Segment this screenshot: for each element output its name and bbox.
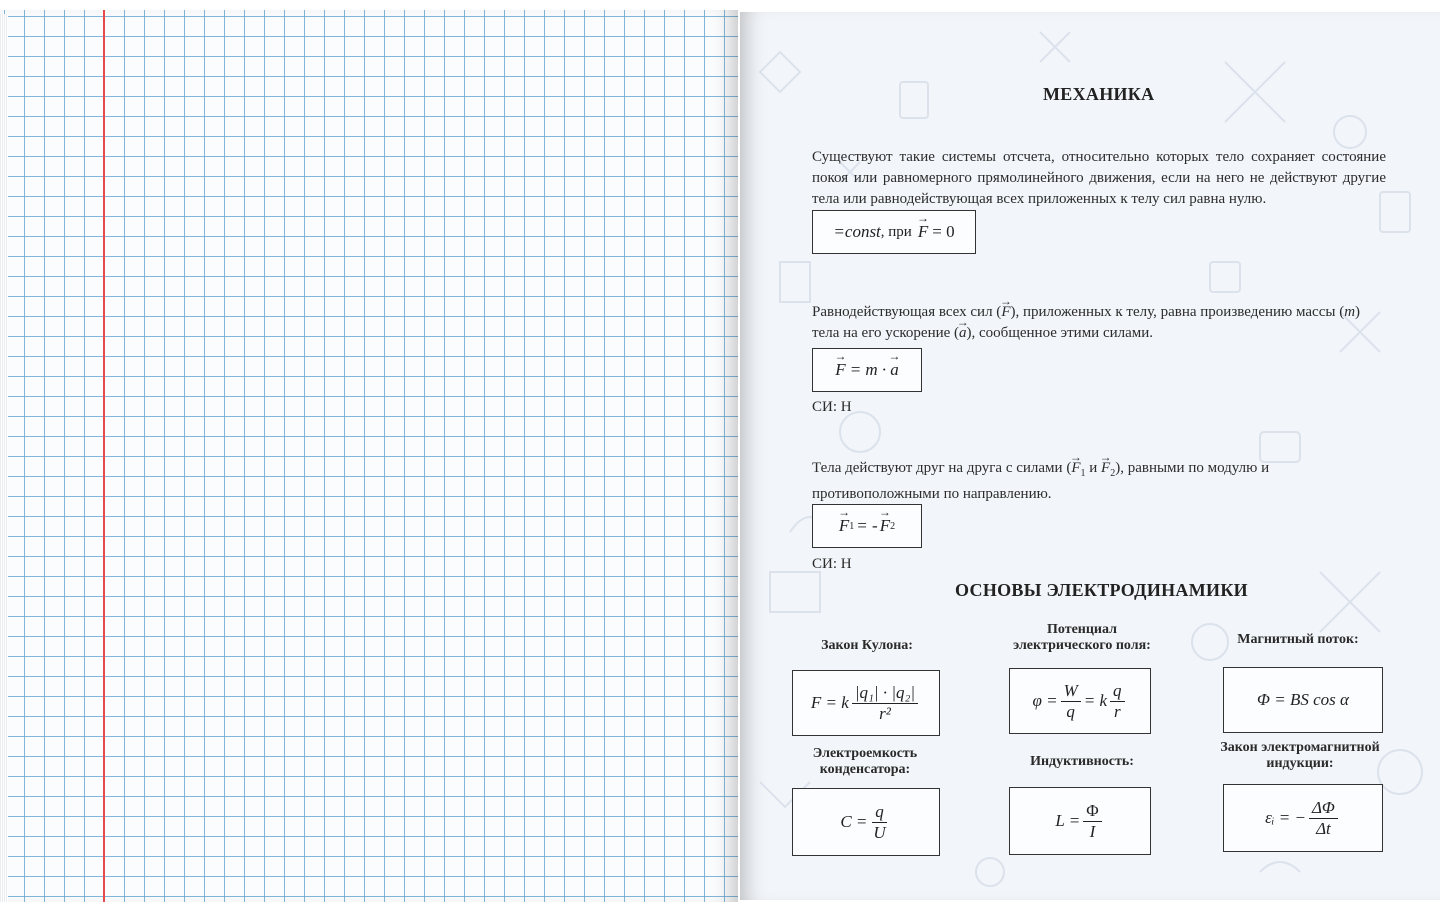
potential-fraction2 (1110, 681, 1125, 722)
law3-text-mid: и (1085, 460, 1102, 476)
potential-den2: r (1113, 701, 1121, 721)
potential-label-line1: Потенциал (1047, 622, 1117, 637)
potential-num1: W (1061, 681, 1081, 702)
page-edges (0, 14, 8, 902)
right-page (740, 12, 1440, 900)
law2-text-a: Равнодействующая всех сил ( (812, 304, 1002, 320)
capacitance-lhs: C = (840, 812, 868, 831)
inductance-den: I (1089, 821, 1096, 841)
capacitance-den: U (873, 822, 886, 842)
potential-num2: q (1110, 681, 1125, 702)
law3-sub1: 1 (849, 520, 855, 532)
coulomb-box (792, 670, 940, 736)
mechanics-title: МЕХАНИКА (1043, 84, 1155, 104)
induction-num: ΔΦ (1309, 798, 1338, 819)
law2-text-d: ), сообщенное этими силами. (966, 325, 1154, 341)
law2-formula-box (812, 348, 922, 392)
law2-a: → a (890, 360, 899, 380)
law3-eq: = - (856, 516, 878, 535)
law3-text-a: Тела действуют друг на друга с силами ( (812, 460, 1072, 476)
law2-text-b: ), приложенных к телу, равна произведению массы ( (1010, 304, 1345, 320)
induction-label-line1: Закон электромагнитной (1220, 740, 1380, 755)
potential-label (1002, 622, 1162, 654)
flux-box: Φ = BS cos α (1223, 667, 1383, 733)
induction-label-line2: индукции: (1266, 756, 1334, 771)
law3-text-F1: → F (1071, 458, 1080, 479)
induction-lhs: εᵢ = − (1265, 808, 1306, 827)
flux-label: Магнитный поток: (1237, 632, 1359, 647)
law2-text-F: → F (1001, 302, 1010, 323)
law3-text-b: ), равными по модулю и противоположными по направлению. (812, 460, 1270, 502)
law2-text-m: m (1344, 304, 1356, 320)
coulomb-den: r² (879, 703, 891, 723)
law1-when: , при (880, 223, 912, 240)
law2-text-c: ) тела на его ускорение ( (812, 304, 1361, 341)
law3-F2: → F (880, 516, 890, 536)
electro-title: ОСНОВЫ ЭЛЕКТРОДИНАМИКИ (955, 580, 1248, 600)
inductance-box (1009, 787, 1151, 855)
potential-mid: = k (1083, 691, 1108, 710)
coulomb-label: Закон Кулона: (821, 638, 913, 653)
induction-fraction (1309, 798, 1338, 839)
law1-F: → F (918, 222, 928, 242)
inductance-num: Φ (1083, 801, 1101, 822)
potential-fraction1 (1061, 681, 1081, 722)
inductance-lhs: L = (1055, 811, 1081, 830)
law3-text-F2: → F (1101, 458, 1110, 479)
potential-label-line2: электрического поля: (1013, 638, 1151, 653)
law1-formula-box (812, 210, 976, 254)
capacitance-label (785, 746, 945, 778)
law3-F1: → F (839, 516, 849, 536)
law3-text-sub2: 2 (1110, 468, 1116, 479)
law2-units: СИ: Н (812, 399, 852, 415)
law2-eq: = m · (849, 360, 887, 379)
induction-box (1223, 784, 1383, 852)
capacitance-box (792, 788, 940, 856)
coulomb-num: |q₁| · |q₂| (852, 683, 918, 704)
left-page-grid (0, 10, 738, 902)
coulomb-lhs: F = k (810, 693, 849, 712)
law2-F: → F (835, 360, 845, 380)
law1-const: =const (833, 222, 881, 241)
capacitance-num: q (872, 802, 887, 823)
capacitance-label-line1: Электроемкость (812, 746, 918, 761)
law3-text (812, 458, 1386, 505)
law3-formula-box (812, 504, 922, 548)
law2-text (812, 302, 1386, 344)
capacitance-label-line2: конденсатора: (819, 762, 911, 777)
coulomb-fraction (852, 683, 918, 724)
induction-den: Δt (1316, 818, 1331, 838)
law3-sub2: 2 (890, 520, 896, 532)
law3-units: СИ: Н (812, 556, 852, 572)
potential-lhs: φ = (1032, 691, 1058, 710)
law1-zero: = 0 (932, 222, 955, 241)
law3-text-sub1: 1 (1080, 468, 1086, 479)
induction-label (1210, 740, 1390, 772)
potential-den1: q (1066, 701, 1075, 721)
margin-line (103, 10, 105, 902)
inductance-fraction (1083, 801, 1101, 842)
potential-box (1009, 668, 1151, 734)
capacitance-fraction (870, 802, 888, 843)
inductance-label: Индуктивность: (1030, 754, 1134, 769)
law2-text-a-vec: → a (959, 323, 967, 344)
law1-text: Существуют такие системы отсчета, относительно которых тело сохраняет состояние покоя или равномерного прямолинейного движения, если на него не действуют другие тела или равнодействующая всех приложенных к телу сил равна нулю. (812, 149, 1386, 207)
